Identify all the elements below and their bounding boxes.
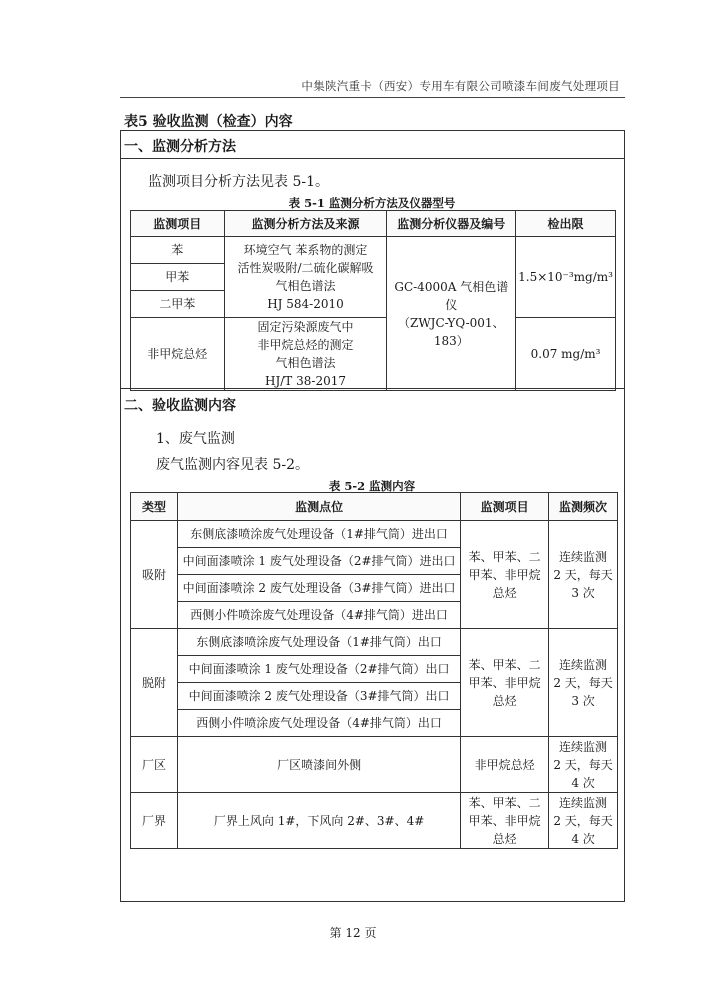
t2-point-4: 西侧小件喷涂废气处理设备（4#排气筒）进出口 <box>177 602 460 629</box>
t1-item-xylene: 二甲苯 <box>131 291 225 318</box>
table-5-1 <box>130 210 616 391</box>
t1-col-instrument: 监测分析仪器及编号 <box>387 211 516 237</box>
t2-item-a: 苯、甲苯、二甲苯、非甲烷总烃 <box>461 521 549 629</box>
t2-point-3: 中间面漆喷涂 2 废气处理设备（3#排气筒）进出口 <box>177 575 460 602</box>
t2-col-type: 类型 <box>131 493 178 521</box>
table1-caption: 表 5-1 监测分析方法及仪器型号 <box>288 196 456 210</box>
t1-method-2: 固定污染源废气中 非甲烷总烃的测定 气相色谱法 HJ/T 38-2017 <box>224 318 387 391</box>
t2-freq-d: 连续监测 2 天，每天 4 次 <box>549 793 618 849</box>
t2-type-plant: 厂区 <box>131 737 178 793</box>
t2-col-item: 监测项目 <box>461 493 549 521</box>
table-5-2 <box>130 492 618 849</box>
t2-col-freq: 监测频次 <box>549 493 618 521</box>
t1-method-1: 环境空气 苯系物的测定 活性炭吸附/二硫化碳解吸 气相色谱法 HJ 584-2010 <box>224 237 387 318</box>
t1-col-method: 监测分析方法及来源 <box>224 211 387 237</box>
t2-item-c: 非甲烷总烃 <box>461 737 549 793</box>
t2-point-6: 中间面漆喷涂 1 废气处理设备（2#排气筒）出口 <box>177 656 460 683</box>
part2-heading: 二、验收监测内容 <box>124 398 236 414</box>
t2-point-8: 西侧小件喷涂废气处理设备（4#排气筒）出口 <box>177 710 460 737</box>
frame-divider-1 <box>120 158 625 159</box>
part2-text: 废气监测内容见表 5-2。 <box>156 457 309 473</box>
t1-item-toluene: 甲苯 <box>131 264 225 291</box>
t1-limit-1: 1.5×10⁻³mg/m³ <box>516 237 616 318</box>
part2-sub: 1、废气监测 <box>156 431 235 447</box>
t2-item-b: 苯、甲苯、二甲苯、非甲烷总烃 <box>461 629 549 737</box>
t2-point-5: 东侧底漆喷涂废气处理设备（1#排气筒）出口 <box>177 629 460 656</box>
part1-text: 监测项目分析方法见表 5-1。 <box>148 174 329 190</box>
t2-type-adsorb: 吸附 <box>131 521 178 629</box>
t2-point-9: 厂区喷漆间外侧 <box>177 737 460 793</box>
t2-item-d: 苯、甲苯、二甲苯、非甲烷总烃 <box>461 793 549 849</box>
t1-col-limit: 检出限 <box>516 211 616 237</box>
t1-col-item: 监测项目 <box>131 211 225 237</box>
t2-point-7: 中间面漆喷涂 2 废气处理设备（3#排气筒）出口 <box>177 683 460 710</box>
t1-item-benzene: 苯 <box>131 237 225 264</box>
t2-freq-c: 连续监测 2 天，每天 4 次 <box>549 737 618 793</box>
t2-point-10: 厂界上风向 1#，下风向 2#、3#、4# <box>177 793 460 849</box>
t2-freq-a: 连续监测 2 天，每天 3 次 <box>549 521 618 629</box>
t2-type-desorb: 脱附 <box>131 629 178 737</box>
t2-freq-b: 连续监测 2 天，每天 3 次 <box>549 629 618 737</box>
table2-caption: 表 5-2 监测内容 <box>328 479 416 493</box>
t2-type-boundary: 厂界 <box>131 793 178 849</box>
t1-item-nmhc: 非甲烷总烃 <box>131 318 225 391</box>
t1-limit-2: 0.07 mg/m³ <box>516 318 616 391</box>
t2-col-point: 监测点位 <box>177 493 460 521</box>
page-header: 中集陕汽重卡（西安）专用车有限公司喷漆车间废气处理项目 <box>301 79 620 93</box>
page-number: 第 12 页 <box>329 926 377 940</box>
t1-instrument: GC-4000A 气相色谱仪 （ZWJC-YQ-001、183） <box>387 237 516 391</box>
header-rule <box>120 97 625 98</box>
section-title: 表5 验收监测（检查）内容 <box>124 114 293 130</box>
t2-point-1: 东侧底漆喷涂废气处理设备（1#排气筒）进出口 <box>177 521 460 548</box>
t2-point-2: 中间面漆喷涂 1 废气处理设备（2#排气筒）进出口 <box>177 548 460 575</box>
part1-heading: 一、监测分析方法 <box>124 139 236 155</box>
